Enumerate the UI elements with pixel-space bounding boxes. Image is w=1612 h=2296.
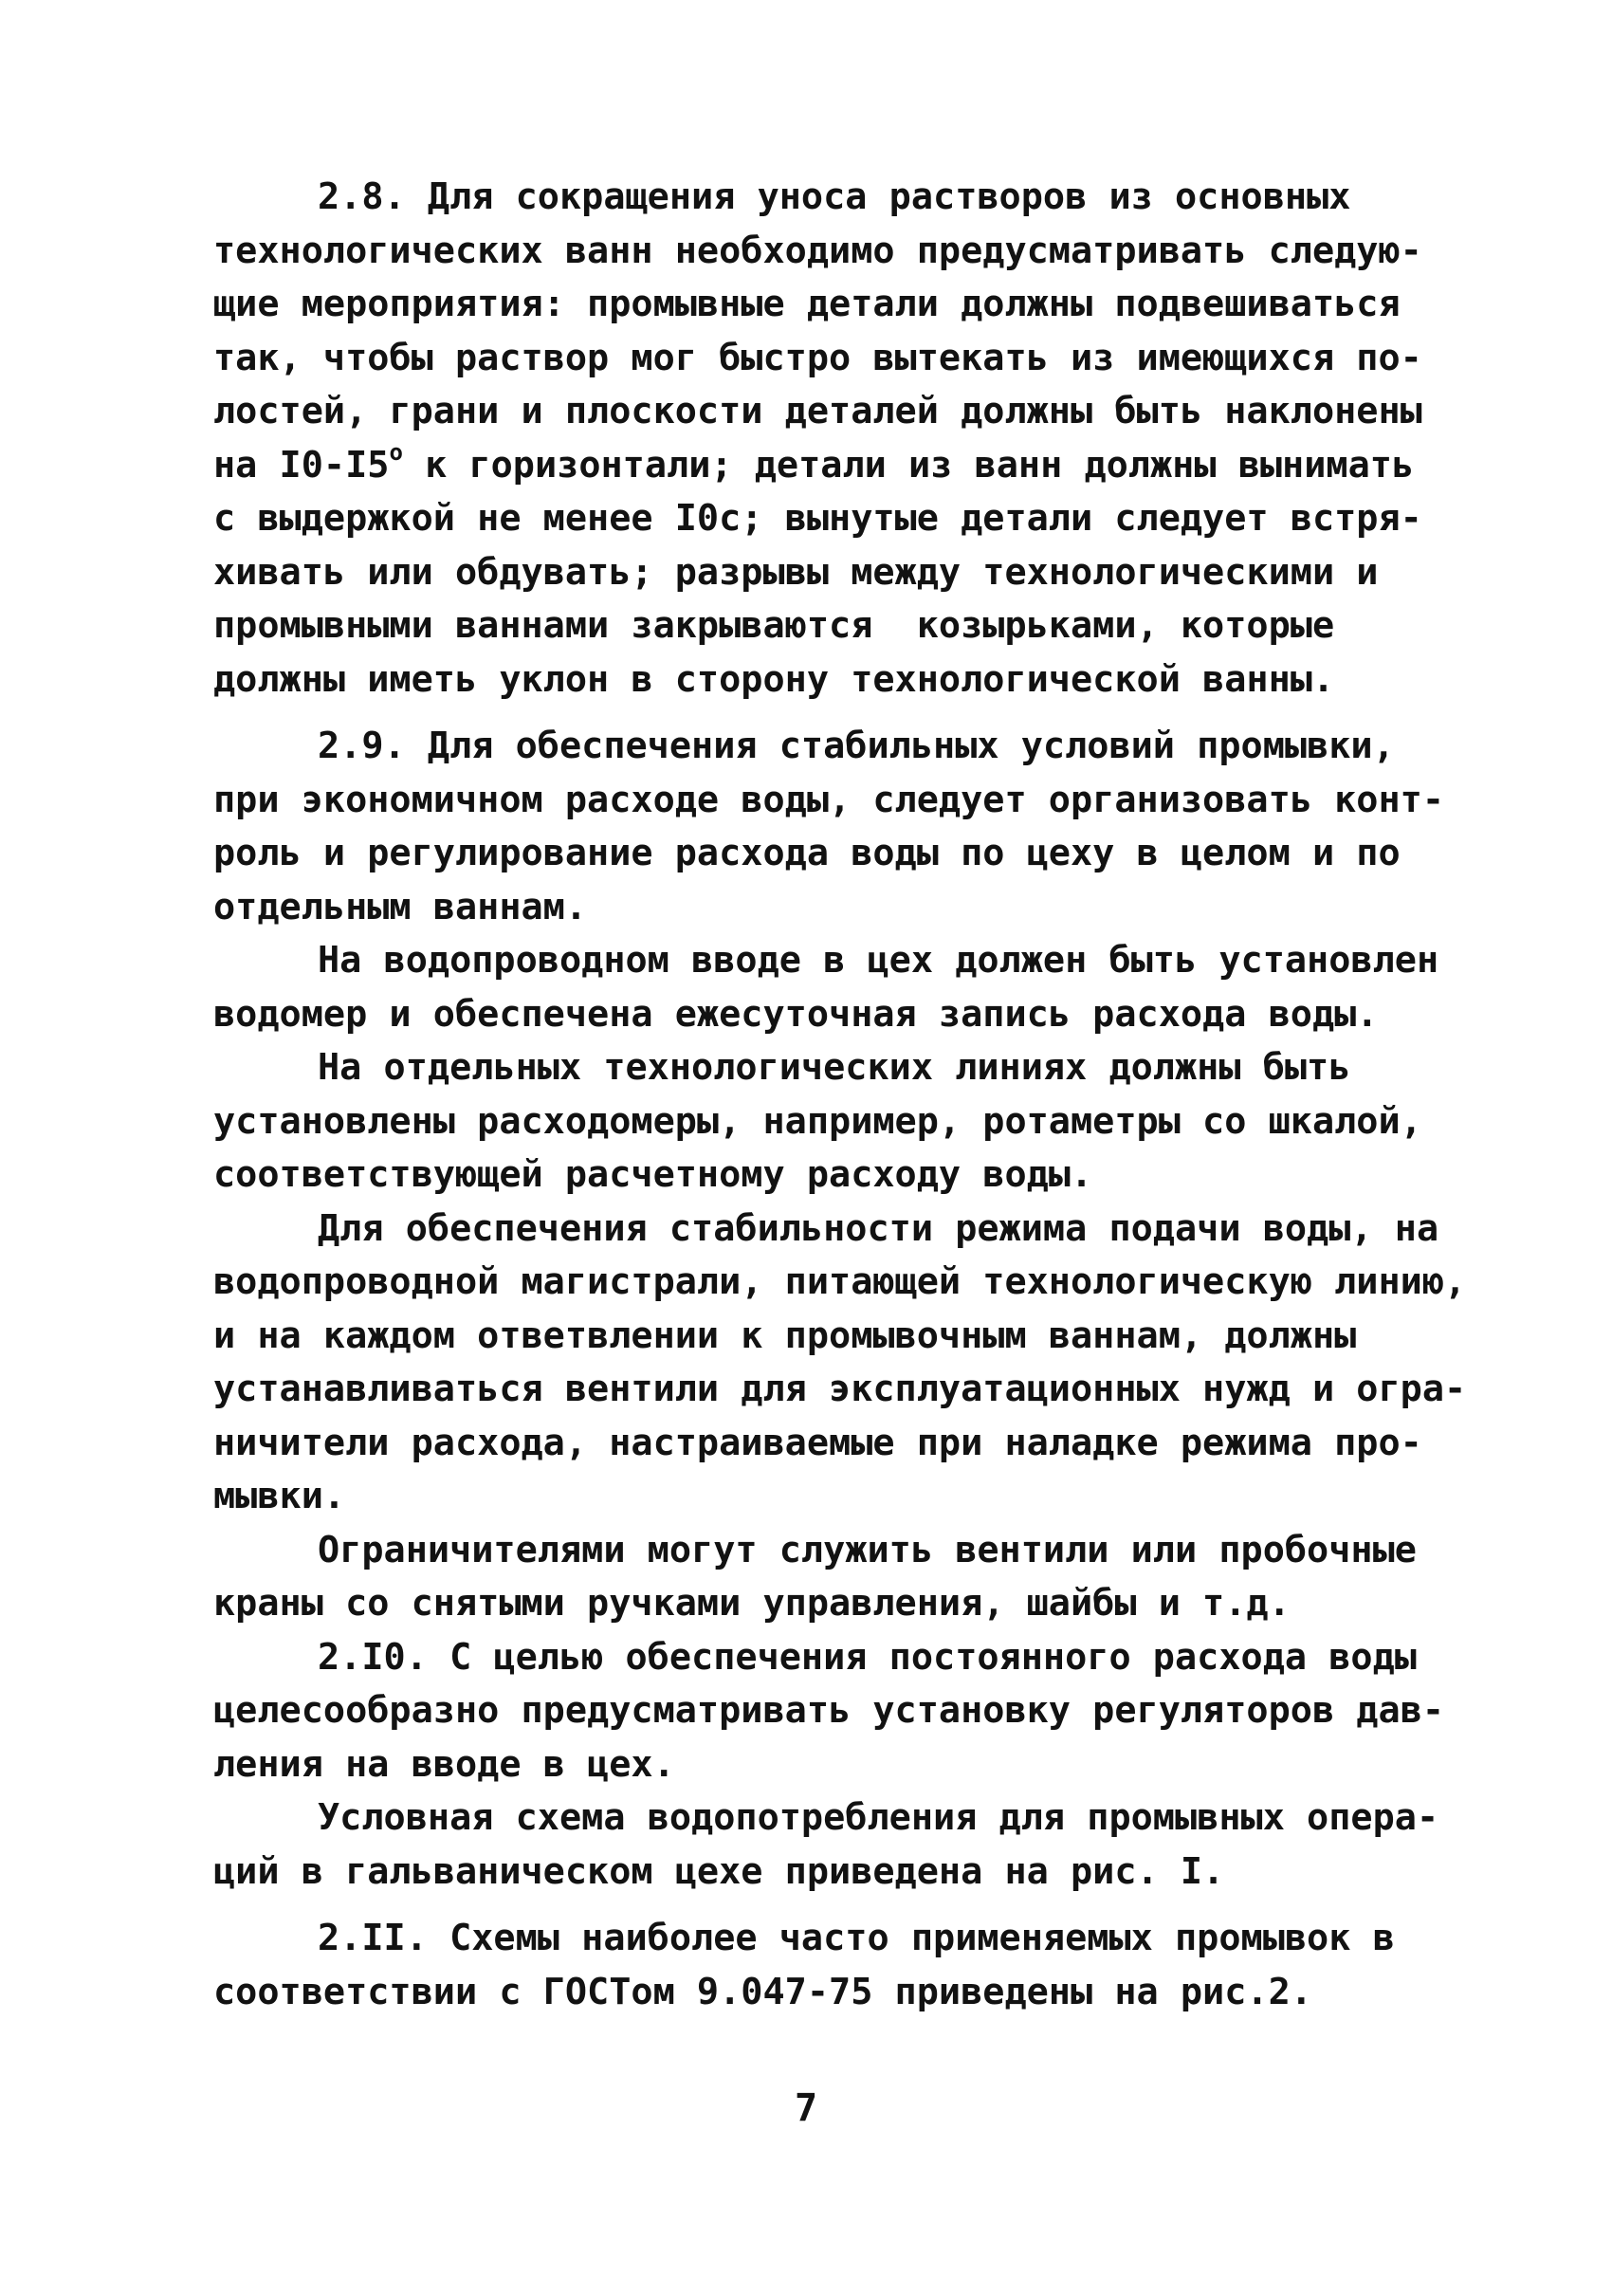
text-line: краны со снятыми ручками управления, шайбы и т.д. <box>213 1582 1291 1625</box>
paragraph-scheme <box>213 1791 1475 1899</box>
paragraph-2-10 <box>213 1631 1475 1792</box>
text-line: водопроводной магистрали, питающей технологическую линию, <box>213 1260 1467 1303</box>
paragraph-gap <box>213 707 1475 720</box>
text-line: с выдержкой не менее I0с; вынутые детали следует встря- <box>213 497 1422 540</box>
text-line: при экономичном расходе воды, следует организовать конт- <box>213 778 1445 821</box>
text-line: На водопроводном вводе в цех должен быть установлен <box>318 939 1439 982</box>
text-line: отдельным ваннам. <box>213 885 588 928</box>
text-line: 2.I0. С целью обеспечения постоянного расхода воды <box>318 1635 1417 1679</box>
paragraph-water-meter <box>213 934 1475 1041</box>
text-line: целесообразно предусматривать установку регуляторов дав- <box>213 1689 1445 1732</box>
text-line: Для обеспечения стабильности режима подачи воды, на <box>318 1206 1439 1250</box>
paragraph-stability <box>213 1203 1475 1524</box>
text-line: На отдельных технологических линиях должны быть <box>318 1046 1351 1089</box>
degree-superscript: о <box>389 438 403 466</box>
text-line: Условная схема водопотребления для промывных опера- <box>318 1796 1439 1839</box>
text-line: установлены расходомеры, например, ротаметры со шкалой, <box>213 1099 1422 1143</box>
text-line: мывки. <box>213 1475 346 1517</box>
text-line: промывными ваннами закрываются козырьками, которые <box>213 604 1335 647</box>
text-line: соответствии с ГОСТом 9.047-75 приведены на рис.2. <box>213 1970 1312 2013</box>
text-line: ций в гальваническом цехе приведена на рис. I. <box>213 1849 1225 1893</box>
text-segment: к горизонтали; детали из ванн должны вынимать <box>402 443 1415 487</box>
text-line: лостей, грани и плоскости деталей должны быть наклонены <box>213 390 1422 432</box>
page-number: 7 <box>794 2086 818 2130</box>
text-line: хивать или обдувать; разрывы между технологическими и <box>213 550 1379 594</box>
text-line: 2.8. Для сокращения уноса растворов из основных <box>318 175 1351 218</box>
text-line: ления на вводе в цех. <box>213 1742 675 1786</box>
text-line: ничители расхода, настраиваемые при наладке режима про- <box>213 1421 1422 1464</box>
paragraph-flow-meters <box>213 1041 1475 1203</box>
text-line: Ограничителями могут служить вентили или пробочные <box>318 1528 1417 1571</box>
document-body <box>213 171 1475 2019</box>
text-line: водомер и обеспечена ежесуточная запись расхода воды. <box>213 992 1379 1036</box>
text-segment: на I0-I5 <box>213 443 390 487</box>
text-line: соответствующей расчетному расходу воды. <box>213 1153 1093 1196</box>
paragraph-limiters <box>213 1524 1475 1631</box>
paragraph-2-9 <box>213 720 1475 934</box>
text-line: так, чтобы раствор мог быстро вытекать из имеющихся по- <box>213 336 1422 379</box>
text-line: роль и регулирование расхода воды по цеху в целом и по <box>213 832 1401 874</box>
text-line: устанавливаться вентили для эксплуатационных нужд и огра- <box>213 1368 1467 1410</box>
paragraph-2-11 <box>213 1912 1475 2019</box>
paragraph-gap <box>213 1899 1475 1912</box>
text-line: должны иметь уклон в сторону технологической ванны. <box>213 657 1335 701</box>
paragraph-2-8 <box>213 171 1475 707</box>
text-line: щие мероприятия: промывные детали должны подвешиваться <box>213 283 1401 325</box>
text-line: технологических ванн необходимо предусматривать следую- <box>213 229 1422 272</box>
text-line-with-degree <box>213 439 1475 493</box>
text-line: 2.II. Схемы наиболее часто применяемых промывок в <box>318 1917 1395 1959</box>
text-line: и на каждом ответвлении к промывочным ваннам, должны <box>213 1313 1357 1357</box>
text-line: 2.9. Для обеспечения стабильных условий промывки, <box>318 725 1395 767</box>
